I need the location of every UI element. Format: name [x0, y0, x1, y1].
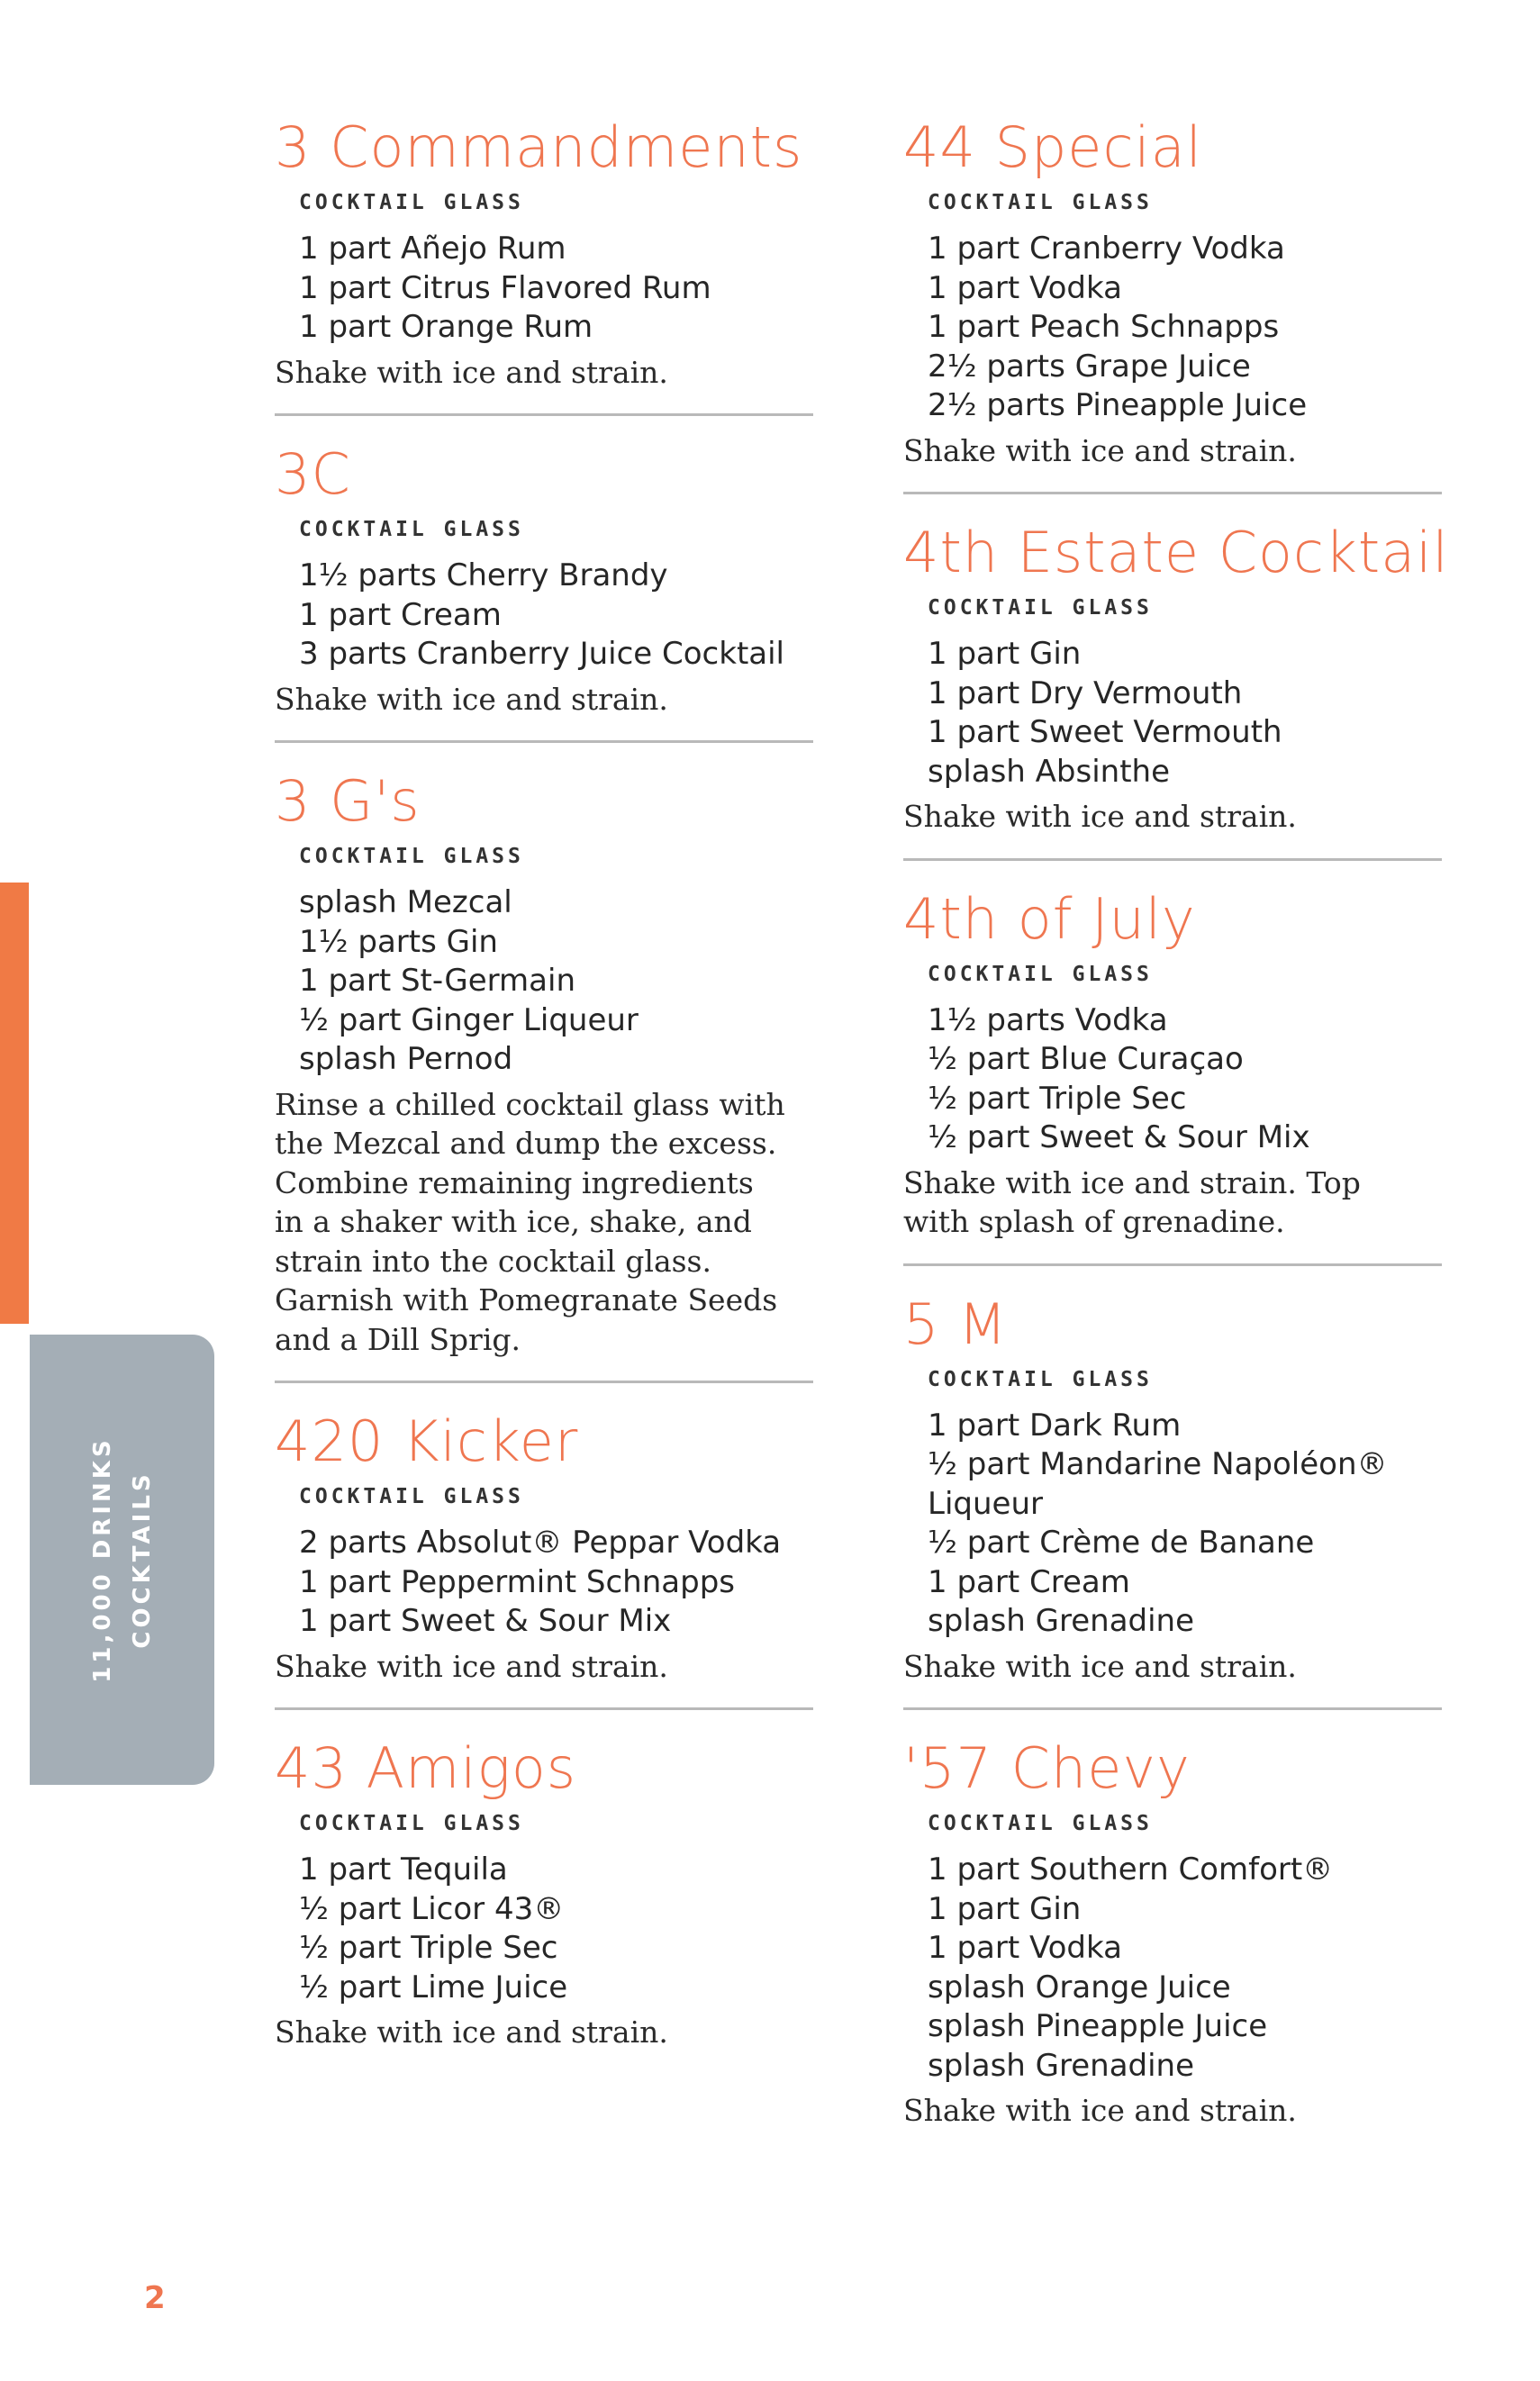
ingredient: 1 part Peppermint Schnapps [299, 1563, 735, 1600]
ingredient: 1 part Sweet & Sour Mix [299, 1603, 672, 1639]
ingredient: Liqueur [928, 1485, 1043, 1522]
ingredient: ½ part Licor 43® [299, 1890, 565, 1927]
ingredient: splash Mezcal [299, 884, 512, 920]
recipe-divider [903, 1263, 1442, 1266]
ingredient: ½ part Lime Juice [299, 1969, 568, 2005]
ingredient: 1 part St-Germain [299, 963, 575, 999]
recipe [275, 439, 824, 719]
ingredient: splash Orange Juice [928, 1969, 1231, 2005]
ingredient: ½ part Triple Sec [928, 1080, 1187, 1117]
glass-type: COCKTAIL GLASS [299, 1485, 524, 1508]
ingredient-list [928, 230, 1453, 426]
instructions: Shake with ice and strain. [903, 2093, 1297, 2128]
recipe [275, 1407, 824, 1686]
glass-type: COCKTAIL GLASS [928, 596, 1153, 620]
ingredient: 1 part Orange Rum [299, 309, 593, 345]
recipe-divider [903, 858, 1442, 861]
recipe-title: 3 G's [275, 768, 421, 834]
ingredient: 2½ parts Grape Juice [928, 348, 1251, 385]
recipe-title: '57 Chevy [903, 1735, 1191, 1801]
ingredient: 1 part Gin [928, 1890, 1082, 1927]
ingredient: ½ part Blue Curaçao [928, 1041, 1244, 1077]
recipe [275, 766, 824, 1359]
glass-type: COCKTAIL GLASS [928, 191, 1153, 214]
recipe-divider [275, 413, 813, 416]
right-column [903, 113, 1453, 2131]
section-tab-text [30, 1335, 214, 1785]
instructions: Shake with ice and strain. [903, 432, 1297, 468]
ingredient: ½ part Mandarine Napoléon® [928, 1446, 1388, 1482]
ingredient: 1 part Southern Comfort® [928, 1851, 1334, 1888]
left-column [275, 113, 824, 2052]
section-tab-chapter: COCKTAILS [128, 1471, 156, 1649]
ingredient: 1 part Sweet Vermouth [928, 714, 1282, 750]
ingredient: ½ part Triple Sec [299, 1930, 558, 1966]
ingredient: 1 part Citrus Flavored Rum [299, 269, 711, 306]
recipe [903, 518, 1453, 837]
instructions: Rinse a chilled cocktail glass with the Mezcal and dump the excess. Combine remaining ingredients in a shaker with ice, shake, and strain into the cocktail glass. Garnish with Pomegranate Seeds and a Dill Sprig. [275, 1086, 785, 1357]
orange-edge-tab [0, 883, 29, 1324]
recipe [903, 113, 1453, 470]
recipe [903, 1290, 1453, 1687]
ingredient: 1 part Vodka [928, 1930, 1122, 1966]
recipe-title: 4th of July [903, 885, 1196, 952]
ingredient: 1 part Dry Vermouth [928, 674, 1243, 711]
recipe-divider [903, 1707, 1442, 1710]
ingredient-list [299, 883, 824, 1080]
section-tab [30, 1335, 214, 1785]
page-number: 2 [144, 2280, 166, 2316]
recipe-title: 3C [275, 441, 351, 507]
ingredient: 1½ parts Cherry Brandy [299, 557, 668, 593]
ingredient-list [928, 1407, 1453, 1642]
ingredient: 1 part Cream [928, 1563, 1130, 1600]
instructions: Shake with ice and strain. [275, 681, 668, 717]
recipe-divider [275, 1381, 813, 1383]
ingredient-list [299, 1524, 824, 1642]
ingredient-list [928, 1851, 1453, 2086]
recipe-divider [903, 492, 1442, 494]
ingredient: splash Absinthe [928, 753, 1170, 790]
recipe-title: 3 Commandments [275, 114, 803, 180]
recipe [903, 1734, 1453, 2131]
ingredient: 1½ parts Vodka [928, 1001, 1168, 1038]
instructions: Shake with ice and strain. Top with splash of grenadine. [903, 1164, 1361, 1239]
ingredient: 1 part Cranberry Vodka [928, 231, 1285, 267]
recipe [275, 113, 824, 392]
ingredient: splash Pernod [299, 1041, 513, 1077]
instructions: Shake with ice and strain. [275, 1648, 668, 1684]
glass-type: COCKTAIL GLASS [299, 518, 524, 541]
glass-type: COCKTAIL GLASS [299, 191, 524, 214]
ingredient: 1 part Vodka [928, 269, 1122, 306]
instructions: Shake with ice and strain. [275, 354, 668, 390]
ingredient: 1 part Añejo Rum [299, 231, 566, 267]
ingredient: 2½ parts Pineapple Juice [928, 387, 1308, 423]
ingredient: splash Pineapple Juice [928, 2008, 1268, 2044]
ingredient: ½ part Sweet & Sour Mix [928, 1119, 1310, 1155]
glass-type: COCKTAIL GLASS [299, 1812, 524, 1835]
glass-type: COCKTAIL GLASS [928, 1367, 1153, 1391]
recipe [275, 1734, 824, 2052]
ingredient: splash Grenadine [928, 2047, 1195, 2084]
recipe-divider [275, 740, 813, 743]
ingredient: 1 part Dark Rum [928, 1407, 1182, 1444]
section-tab-book-title: 11,000 DRINKS [88, 1436, 116, 1683]
ingredient: splash Grenadine [928, 1603, 1195, 1639]
ingredient-list [299, 230, 824, 348]
glass-type: COCKTAIL GLASS [299, 845, 524, 868]
instructions: Shake with ice and strain. [275, 2014, 668, 2050]
ingredient: 1½ parts Gin [299, 923, 498, 960]
glass-type: COCKTAIL GLASS [928, 1812, 1153, 1835]
ingredient: ½ part Crème de Banane [928, 1525, 1315, 1561]
glass-type: COCKTAIL GLASS [928, 962, 1153, 986]
recipe-title: 5 M [903, 1290, 1008, 1357]
ingredient-list [928, 635, 1453, 792]
ingredient: 2 parts Absolut® Peppar Vodka [299, 1525, 782, 1561]
ingredient: ½ part Ginger Liqueur [299, 1001, 639, 1038]
recipe [903, 884, 1453, 1242]
ingredient-list [928, 1001, 1453, 1158]
ingredient: 3 parts Cranberry Juice Cocktail [299, 636, 785, 672]
recipe-divider [275, 1707, 813, 1710]
ingredient: 1 part Cream [299, 596, 502, 633]
ingredient: 1 part Tequila [299, 1851, 508, 1888]
recipe-title: 4th Estate Cocktail [903, 520, 1449, 585]
ingredient: 1 part Gin [928, 636, 1082, 672]
ingredient: 1 part Peach Schnapps [928, 309, 1280, 345]
recipe-title: 43 Amigos [275, 1735, 577, 1801]
instructions: Shake with ice and strain. [903, 799, 1297, 834]
recipe-title: 44 Special [903, 114, 1202, 180]
instructions: Shake with ice and strain. [903, 1648, 1297, 1684]
ingredient-list [299, 1851, 824, 2007]
recipe-title: 420 Kicker [275, 1408, 579, 1474]
ingredient-list [299, 557, 824, 674]
